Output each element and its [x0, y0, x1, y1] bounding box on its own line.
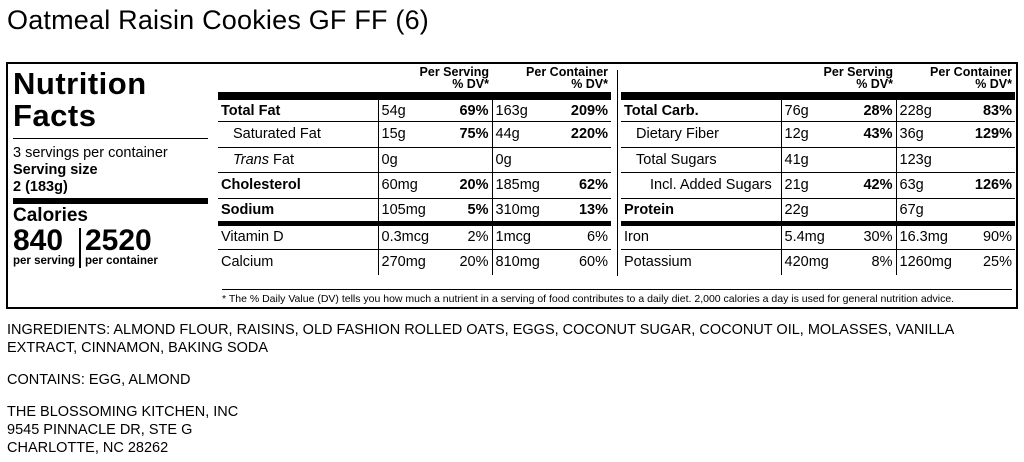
divider	[13, 138, 208, 139]
serving-amount: 5.4mg	[781, 224, 836, 250]
serving-amount: 0g	[378, 147, 432, 173]
row-vitamin-d	[218, 224, 611, 250]
calories-per-serving-value: 840	[13, 224, 64, 257]
serving-amount: 105mg	[378, 198, 432, 224]
container-dv: 25%	[982, 254, 1013, 270]
row-added-sugars	[621, 173, 1015, 199]
table-header	[218, 66, 611, 96]
serving-amount: 54g	[378, 96, 432, 122]
row-protein	[621, 198, 1015, 224]
serving-dv: 20%	[432, 173, 492, 199]
nutrient-name: Sodium	[218, 198, 378, 224]
serving-dv: 8%	[871, 254, 893, 270]
container-amount: 123g	[896, 147, 951, 173]
serving-amount: 270mg	[378, 249, 432, 275]
container-dv: 83%	[951, 96, 1015, 122]
serving-dv: 28%	[836, 96, 896, 122]
trans-rest: Fat	[269, 151, 294, 168]
row-sodium	[218, 198, 611, 224]
serving-amount: 15g	[378, 122, 432, 148]
serving-dv: 42%	[836, 173, 896, 199]
serving-dv: 75%	[432, 122, 492, 148]
container-dv: 6%	[547, 224, 611, 250]
serving-amount: 60mg	[378, 173, 432, 199]
header-per-container: Per Container	[930, 65, 1013, 79]
container-amount: 63g	[896, 173, 951, 199]
row-iron	[621, 224, 1015, 250]
trans-italic: Trans	[233, 151, 269, 168]
company-address-line2: CHARLOTTE, NC 28262	[7, 440, 169, 456]
per-container-header	[492, 66, 611, 96]
serving-amount: 21g	[781, 173, 836, 199]
nutrient-name: Vitamin D	[218, 224, 378, 250]
heading-text: Nutrition Facts	[13, 66, 147, 133]
nutrient-name: Potassium	[624, 254, 692, 270]
row-total-sugars	[621, 147, 1015, 173]
row-total-carb	[621, 96, 1015, 122]
calories-block	[13, 226, 208, 268]
container-dv: 126%	[951, 173, 1015, 199]
serving-size-label: Serving size	[13, 162, 98, 178]
nutrition-summary	[13, 68, 208, 268]
per-container-header	[896, 66, 1015, 96]
container-dv	[951, 147, 1015, 173]
container-dv	[547, 147, 611, 173]
serving-size-value: 2 (183g)	[13, 179, 68, 195]
nutrient-name: Iron	[621, 224, 781, 250]
serving-amount: 76g	[781, 96, 836, 122]
ingredients: INGREDIENTS: ALMOND FLOUR, RAISINS, OLD FASHION ROLLED OATS, EGGS, COCONUT SUGAR, COCONUT OIL, MOLASSES, VANILLA EXTRACT, CINNAMON, BAKING SODA	[7, 322, 954, 356]
container-dv: 90%	[951, 224, 1015, 250]
container-dv	[951, 198, 1015, 224]
nutrient-table-right	[621, 66, 1015, 275]
nutrient-name: Incl. Added Sugars	[621, 173, 781, 199]
nutrition-facts-label	[6, 62, 1018, 309]
header-dv: % DV*	[571, 77, 609, 91]
serving-dv: 2%	[432, 224, 492, 250]
row-saturated-fat	[218, 122, 611, 148]
divider-thick	[13, 198, 208, 204]
container-dv: 129%	[951, 122, 1015, 148]
header-per-serving: Per Serving	[419, 65, 490, 79]
container-amount: 0g	[492, 147, 547, 173]
calories-per-serving	[13, 226, 75, 268]
container-amount: 1260mg	[896, 249, 951, 275]
nutrition-facts-heading	[13, 68, 208, 132]
serving-amount: 22g	[781, 198, 836, 224]
nutrient-name: Total Carb.	[621, 96, 781, 122]
container-amount: 16.3mg	[896, 224, 951, 250]
container-dv: 60%	[578, 254, 609, 270]
serving-amount: 41g	[781, 147, 836, 173]
column-divider	[617, 70, 618, 276]
serving-dv: 30%	[836, 224, 896, 250]
serving-dv	[432, 147, 492, 173]
container-amount: 228g	[896, 96, 951, 122]
container-amount: 36g	[896, 122, 951, 148]
serving-amount: 420mg	[781, 249, 836, 275]
header-dv: % DV*	[856, 77, 894, 91]
calories-label: Calories	[13, 205, 88, 226]
serving-dv: 43%	[836, 122, 896, 148]
row-total-fat	[218, 96, 611, 122]
calories-divider	[79, 228, 81, 268]
nutrient-name: Cholesterol	[218, 173, 378, 199]
nutrient-table-left	[218, 66, 611, 275]
calories-per-container-label: per container	[85, 255, 158, 267]
dv-footnote: * The % Daily Value (DV) tells you how much a nutrient in a serving of food contributes to a daily diet. 2,000 calories a day is used for general nutrition advice.	[222, 289, 1012, 306]
company-name: THE BLOSSOMING KITCHEN, INC	[7, 404, 239, 420]
table-header	[621, 66, 1015, 96]
serving-amount: 0.3mcg	[378, 224, 432, 250]
row-cholesterol	[218, 173, 611, 199]
row-trans-fat	[218, 147, 611, 173]
serving-dv	[836, 147, 896, 173]
serving-dv: 5%	[432, 198, 492, 224]
allergens: CONTAINS: EGG, ALMOND	[7, 372, 191, 388]
header-per-serving: Per Serving	[823, 65, 894, 79]
nutrient-name: Calcium	[221, 254, 274, 270]
container-amount: 1mcg	[492, 224, 547, 250]
serving-dv	[836, 198, 896, 224]
container-amount: 185mg	[492, 173, 547, 199]
nutrient-name: Saturated Fat	[218, 122, 378, 148]
row-calcium	[218, 249, 611, 275]
container-dv: 220%	[547, 122, 611, 148]
calories-per-serving-label: per serving	[13, 255, 75, 267]
container-amount: 310mg	[492, 198, 547, 224]
container-amount: 67g	[896, 198, 951, 224]
nutrient-name: Total Fat	[218, 96, 378, 122]
container-dv: 209%	[547, 96, 611, 122]
per-serving-header	[781, 66, 896, 96]
container-amount: 44g	[492, 122, 547, 148]
serving-dv: 69%	[432, 96, 492, 122]
serving-dv: 20%	[459, 254, 489, 270]
header-dv: % DV*	[452, 77, 490, 91]
calories-per-container-value: 2520	[85, 224, 152, 257]
nutrient-name	[218, 147, 378, 173]
row-potassium	[621, 249, 1015, 275]
container-amount: 163g	[492, 96, 547, 122]
product-title: Oatmeal Raisin Cookies GF FF (6)	[7, 5, 429, 35]
per-serving-header	[378, 66, 492, 96]
company-address-line1: 9545 PINNACLE DR, STE G	[7, 422, 193, 438]
serving-amount: 12g	[781, 122, 836, 148]
container-amount: 810mg	[492, 249, 547, 275]
calories-per-container	[85, 226, 158, 268]
nutrient-name: Total Sugars	[621, 147, 781, 173]
servings-per-container: 3 servings per container	[13, 145, 168, 161]
nutrient-name: Dietary Fiber	[621, 122, 781, 148]
container-dv: 13%	[547, 198, 611, 224]
header-per-container: Per Container	[526, 65, 609, 79]
nutrient-name: Protein	[621, 198, 781, 224]
header-dv: % DV*	[975, 77, 1013, 91]
container-dv: 62%	[547, 173, 611, 199]
row-dietary-fiber	[621, 122, 1015, 148]
